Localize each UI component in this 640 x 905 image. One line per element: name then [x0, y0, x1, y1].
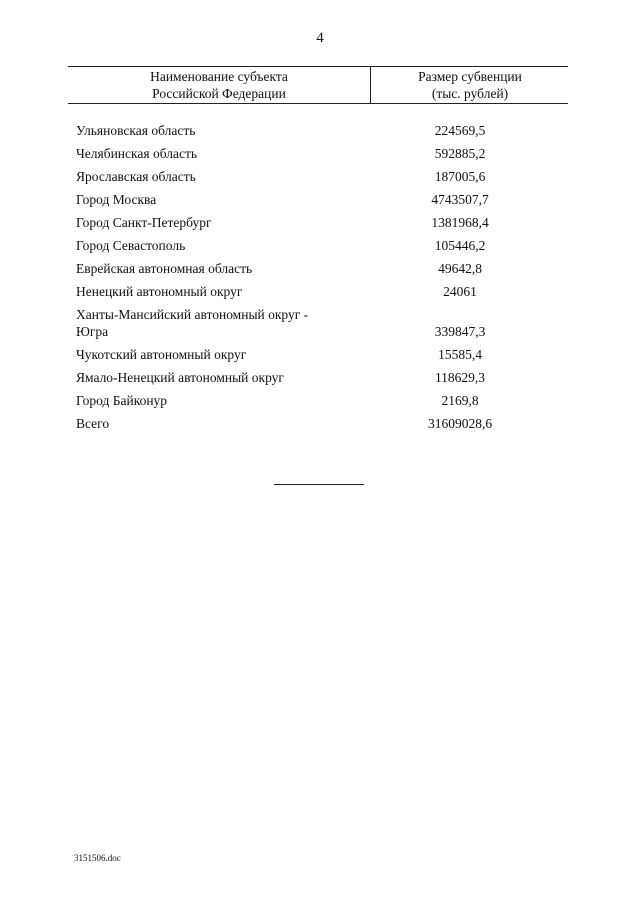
row-subject-total: Всего: [76, 416, 110, 431]
table-header: [68, 66, 568, 104]
header-subject-name: [68, 67, 370, 103]
row-subject: Еврейская автономная область: [76, 261, 253, 276]
row-subject: Чукотский автономный округ: [76, 347, 247, 362]
row-amount: 49642,8: [438, 261, 482, 276]
row-subject: Ненецкий автономный округ: [76, 284, 243, 299]
row-amount: 187005,6: [434, 169, 486, 184]
table-row: [76, 234, 568, 257]
header-subject-line2: Российской Федерации: [152, 86, 286, 101]
row-amount: 2169,8: [441, 393, 479, 408]
table-row: [76, 119, 568, 142]
row-amount: 24061: [443, 284, 477, 299]
header-subvention-line1: Размер субвенции: [418, 69, 522, 84]
row-amount-total: 31609028,6: [427, 416, 493, 431]
row-subject: Челябинская область: [76, 146, 198, 161]
table-row: [76, 188, 568, 211]
table-row: [76, 303, 568, 343]
table-row: [76, 366, 568, 389]
row-amount: 118629,3: [434, 370, 486, 385]
row-subject: Город Севастополь: [76, 238, 186, 253]
row-subject: Город Санкт-Петербург: [76, 215, 212, 230]
header-subvention-line2: (тыс. рублей): [431, 86, 509, 101]
table-row-total: [76, 412, 568, 435]
row-subject: Город Москва: [76, 192, 157, 207]
header-subvention-size: [370, 67, 569, 103]
footer-filename: 3151506.doc: [74, 853, 121, 863]
table-row: [76, 280, 568, 303]
row-subject: Ульяновская область: [76, 123, 196, 138]
row-amount: 105446,2: [434, 238, 486, 253]
header-subject-line1: Наименование субъекта: [150, 69, 288, 84]
row-subject: Ямало-Ненецкий автономный округ: [76, 370, 284, 385]
table-row: [76, 343, 568, 366]
end-divider: [274, 484, 364, 485]
row-amount: 224569,5: [434, 123, 486, 138]
row-subject-line2: Югра: [76, 324, 109, 339]
row-amount: 4743507,7: [431, 192, 489, 207]
table-row: [76, 142, 568, 165]
row-amount: 592885,2: [434, 146, 486, 161]
row-subject: [76, 306, 370, 343]
row-subject: Город Байконур: [76, 393, 168, 408]
row-amount: 339847,3: [434, 324, 486, 339]
row-amount: 15585,4: [438, 347, 482, 362]
table-row: [76, 211, 568, 234]
table-body: [76, 119, 568, 435]
row-subject: Ярославская область: [76, 169, 196, 184]
row-subject-line1: Ханты-Мансийский автономный округ -: [76, 307, 309, 322]
page-number: 4: [316, 30, 324, 46]
table-row: [76, 389, 568, 412]
row-amount: 1381968,4: [431, 215, 489, 230]
table-row: [76, 257, 568, 280]
table-row: [76, 165, 568, 188]
